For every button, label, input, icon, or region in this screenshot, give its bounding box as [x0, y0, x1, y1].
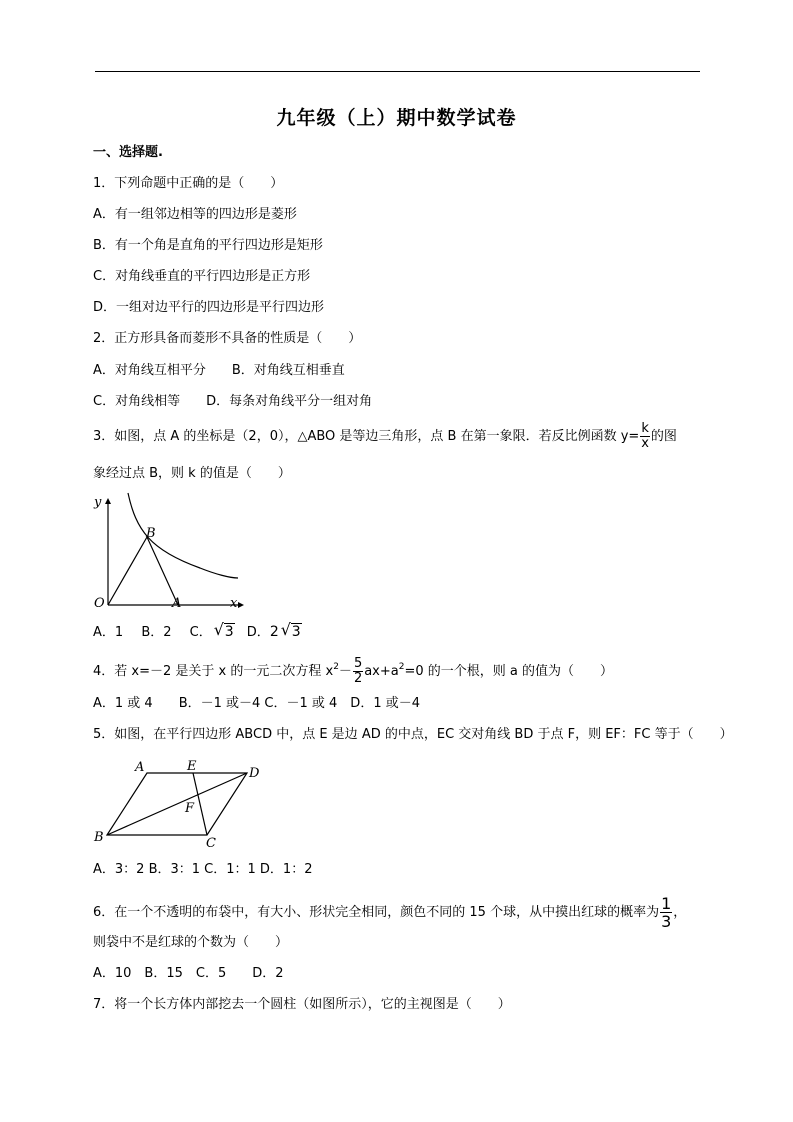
- q3-figure: [90, 490, 250, 615]
- q6-frac-num: 1: [661, 894, 672, 913]
- q3-label-x: x: [230, 596, 238, 611]
- q2-options-cd: C．对角线相等 D．每条对角线平分一组对角: [93, 394, 373, 409]
- q1-option-c: C．对角线垂直的平行四边形是正方形: [93, 269, 311, 284]
- q3-option-a: A．1: [93, 625, 124, 640]
- q3-frac-num: k: [641, 421, 649, 436]
- q6-options: A．10 B．15 C．5 D．2: [93, 966, 284, 981]
- q3-triangle: [108, 537, 178, 605]
- q6-stem-line2: 则袋中不是红球的个数为（ ）: [93, 935, 289, 950]
- q6-stem-end: ，: [673, 905, 687, 920]
- q6-stem-line1: [93, 895, 686, 930]
- q3-option-c: C．: [189, 625, 212, 640]
- q3-option-d-sqrt: [281, 623, 302, 642]
- q3-x-arrow: [238, 602, 244, 608]
- q3-options: [93, 623, 302, 642]
- q1-option-d: D．一组对边平行的四边形是平行四边形: [93, 300, 325, 315]
- q4-stem: [93, 657, 613, 686]
- q1-option-b: B．有一个角是直角的平行四边形是矩形: [93, 238, 323, 253]
- q4-minus: －: [338, 664, 352, 679]
- q3-stem-line1: [93, 422, 677, 451]
- q4-frac-num: 5: [353, 656, 363, 671]
- q5-label-b: B: [94, 830, 104, 845]
- q3-hyperbola: [128, 493, 238, 578]
- page-title: 九年级（上）期中数学试卷: [276, 107, 517, 129]
- q3-fraction: [640, 422, 650, 451]
- q1-stem: 1．下列命题中正确的是（ ）: [93, 176, 284, 191]
- q3-option-d-radicand: 3: [291, 624, 301, 640]
- q3-option-d: D．: [246, 625, 270, 640]
- q4-options: A．1 或 4 B．－1 或－4 C．－1 或 4 D．1 或－4: [93, 696, 420, 711]
- header-rule: [95, 71, 700, 72]
- q7-stem: 7．将一个长方体内部挖去一个圆柱（如图所示），它的主视图是（ ）: [93, 997, 511, 1012]
- q3-label-a: A: [172, 596, 182, 611]
- q4-sup2: 2: [398, 662, 405, 672]
- q3-stem-line2: 象经过点 B，则 k 的值是（ ）: [93, 466, 291, 481]
- q5-label-d: D: [249, 766, 260, 781]
- q3-option-c-radicand: 3: [224, 624, 234, 640]
- q3-option-d-coef: 2: [269, 624, 279, 640]
- q4-stem-c: =0 的一个根，则 a 的值为（ ）: [404, 664, 614, 679]
- q2-options-ab: A．对角线互相平分 B．对角线互相垂直: [93, 363, 345, 378]
- q3-label-o: O: [94, 596, 105, 611]
- q5-options: A．3：2 B．3：1 C．1：1 D．1：2: [93, 862, 313, 877]
- q3-stem-end: 的图: [650, 429, 677, 444]
- q5-label-a: A: [135, 760, 145, 775]
- q3-frac-den: x: [641, 436, 649, 451]
- q4-fraction: [353, 657, 363, 686]
- section-heading: 一、选择题.: [93, 145, 163, 160]
- q3-y-arrow: [105, 498, 111, 504]
- q1-option-a: A．有一组邻边相等的四边形是菱形: [93, 207, 297, 222]
- q3-label-b: B: [146, 526, 156, 541]
- q5-segment-ec: [193, 773, 207, 835]
- q3-option-b: B．2: [141, 625, 172, 640]
- q5-label-e: E: [187, 759, 197, 774]
- q5-label-c: C: [206, 836, 216, 850]
- q4-stem-a: 4．若 x=－2 是关于 x 的一元二次方程 x: [93, 664, 334, 679]
- q5-label-f: F: [185, 801, 195, 816]
- q4-frac-den: 2: [353, 671, 363, 686]
- q2-stem: 2．正方形具备而菱形不具备的性质是（ ）: [93, 331, 362, 346]
- q5-stem: 5．如图，在平行四边形 ABCD 中，点 E 是边 AD 的中点，EC 交对角线 BD 于点 F，则 EF：FC 等于（ ）: [93, 727, 733, 742]
- q6-stem-text: 6．在一个不透明的布袋中，有大小、形状完全相同，颜色不同的 15 个球，从中摸出红球的概率为: [93, 905, 660, 920]
- q3-stem-text: 3．如图，点 A 的坐标是（2，0），△ABO 是等边三角形，点 B 在第一象限．若反比例函数 y=: [93, 429, 640, 444]
- q4-sup1: 2: [333, 662, 339, 672]
- q6-fraction: [660, 895, 672, 930]
- q5-figure: [90, 755, 265, 850]
- q3-label-y: y: [94, 495, 102, 510]
- q4-stem-b: ax+a: [364, 664, 399, 679]
- q5-diagonal-bd: [107, 773, 247, 835]
- q6-frac-den: 3: [661, 912, 672, 931]
- q3-option-c-sqrt: [214, 623, 235, 642]
